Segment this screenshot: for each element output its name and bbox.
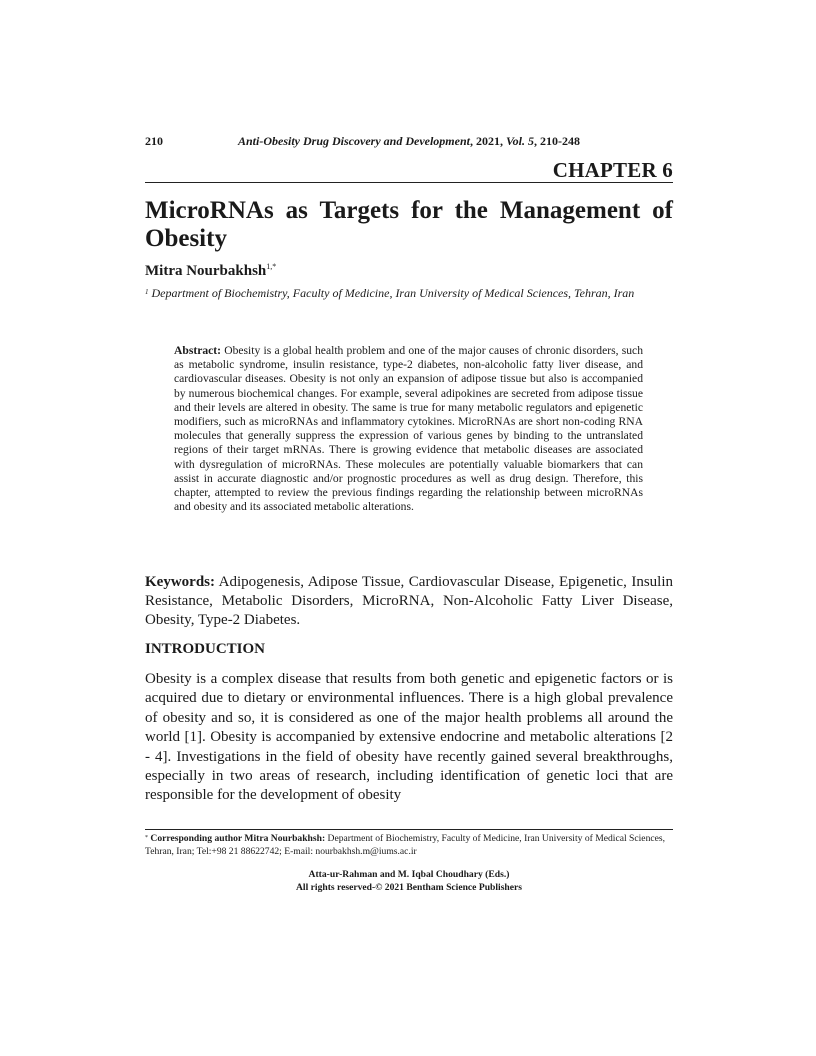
footnote-text: Department of Biochemistry, Faculty of Medicine, Iran University of Medical Sciences, Tehran, Iran; Tel:+98 21 88622742; E-mail: nourbakhsh.m@iums.ac.ir <box>145 833 666 857</box>
chapter-divider <box>145 182 673 183</box>
section-heading-introduction: INTRODUCTION <box>145 641 266 657</box>
chapter-title: MicroRNAs as Targets for the Management of Obesity <box>145 197 673 252</box>
affiliation <box>145 285 673 301</box>
affiliation-text: Department of Biochemistry, Faculty of Medicine, Iran University of Medical Sciences, Tehran, Iran <box>148 286 635 300</box>
chapter-label: CHAPTER 6 <box>552 158 673 182</box>
journal-title: Anti-Obesity Drug Discovery and Development <box>238 134 470 148</box>
author-line <box>145 263 276 280</box>
author-marks: 1,* <box>266 262 277 271</box>
affiliation-mark: 1 <box>145 288 149 296</box>
journal-pages: , 210-248 <box>534 134 580 148</box>
journal-volume: Vol. 5 <box>505 134 534 148</box>
abstract-text: Obesity is a global health problem and one of the major causes of chronic disorders, such as metabolic syndrome, insulin resistance, type-2 diabetes, non-alcoholic fatty liver disease, and cardiovascular diseases. Obesity is not only an expansion of adipose tissue but also is accompanied by numerous biochemical changes. For example, several adipokines are secreted from adipose tissue and their levels are altered in obesity. The same is true for many metabolic regulators and epigenetic modifiers, such as microRNAs and inflammatory cytokines. MicroRNAs are short non-coding RNA molecules that generally suppress the expression of various genes by binding to the untranslated regions of their target mRNAs. There is growing evidence that metabolic diseases are associated with dysregulation of microRNAs. These molecules are potentially valuable biomarkers that can assist in accurate diagnostic and/or prognostic procedures as well as drug design. Therefore, this chapter, attempted to review the previous findings regarding the relationship between microRNAs and obesity and its associated metabolic alterations. <box>174 344 643 514</box>
abstract <box>174 344 643 514</box>
rights-line: All rights reserved-© 2021 Bentham Science Publishers <box>295 882 523 893</box>
author-name: Mitra Nourbakhsh <box>145 263 267 279</box>
footnote-mark: * <box>145 835 148 841</box>
footnote-label: Corresponding author Mitra Nourbakhsh: <box>148 833 326 844</box>
publisher-block <box>145 868 673 894</box>
abstract-label: Abstract: <box>174 344 222 357</box>
keywords <box>145 573 673 630</box>
footnote-divider <box>145 829 673 830</box>
journal-year: , 2021, <box>469 134 506 148</box>
paper-page <box>145 0 673 1056</box>
running-header <box>145 134 673 150</box>
page-number: 210 <box>145 134 163 148</box>
keywords-label: Keywords: <box>145 574 215 590</box>
keywords-text: Adipogenesis, Adipose Tissue, Cardiovascular Disease, Epigenetic, Insulin Resistance, Metabolic Disorders, MicroRNA, Non-Alcoholic Fatty Liver Disease, Obesity, Type-2 Diabetes. <box>145 574 673 628</box>
editors-line: Atta-ur-Rahman and M. Iqbal Choudhary (Eds.) <box>308 869 510 880</box>
footnote <box>145 832 673 858</box>
introduction-paragraph: Obesity is a complex disease that results from both genetic and epigenetic factors or is acquired due to dietary or environmental influences. There is a high global prevalence of obesity and so, it is considered as one of the major health problems all around the world [1]. Obesity is accompanied by extensive endocrine and metabolic alterations [2 - 4]. Investigations in the field of obesity have recently gained several breakthroughs, especially in two areas of research, including identification of genetic loci that are responsible for the development of obesity <box>145 671 673 804</box>
journal-citation <box>145 134 673 149</box>
